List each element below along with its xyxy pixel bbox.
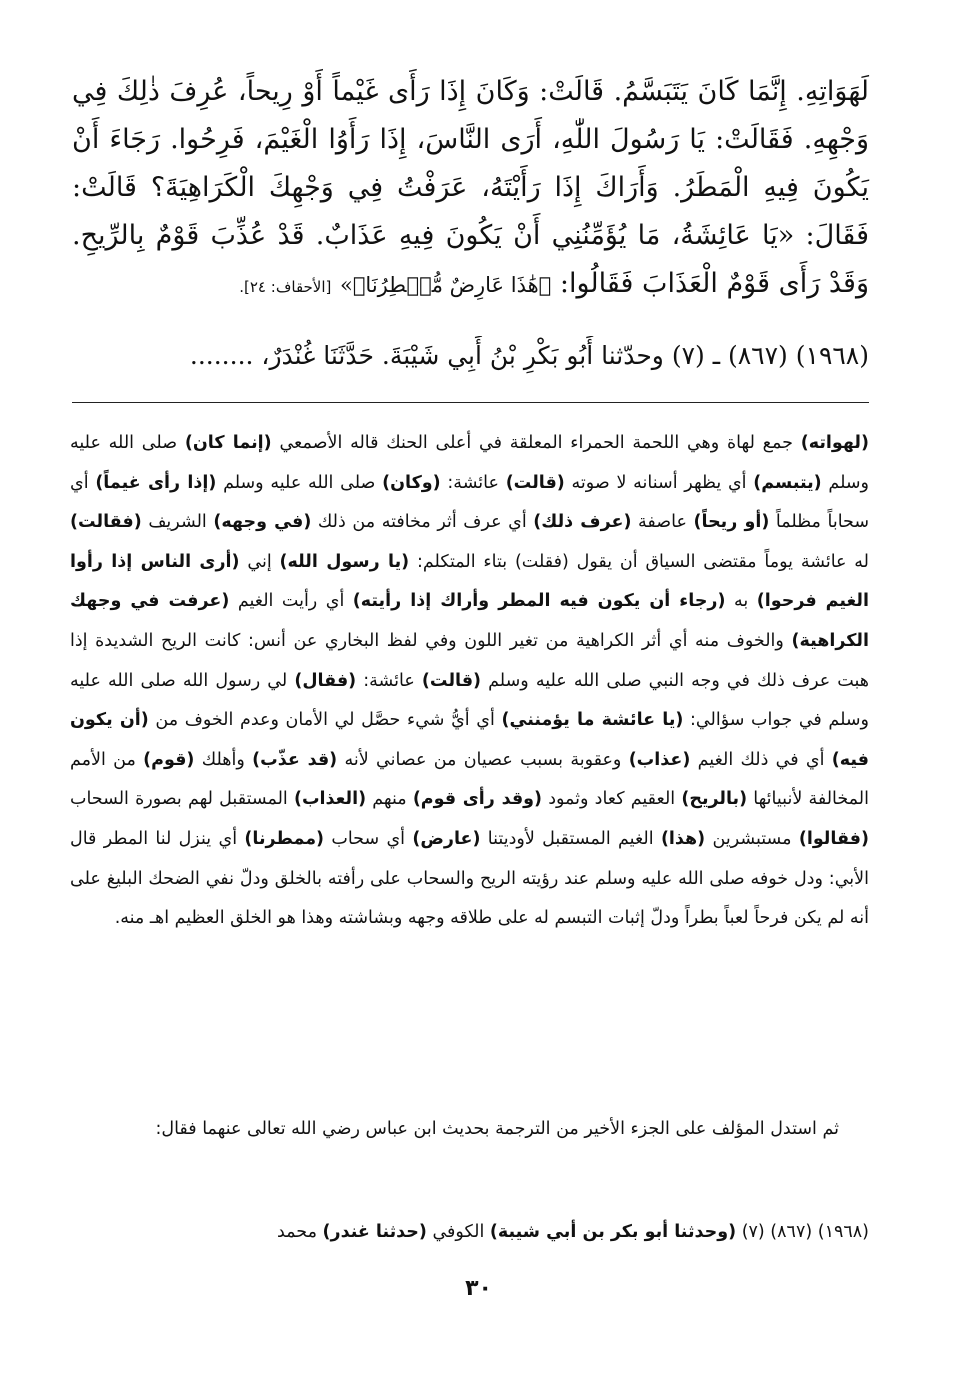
- commentary-text: والخوف منه أي أثر الكراهية من تغير اللون وفي لفظ البخاري عن أنس: كانت الريح الشديدة إذا هبت عرف ذلك في وجه النبي صلى الله عليه وسلم: [70, 630, 869, 691]
- commentary-keyword: (فقالوا): [798, 828, 870, 849]
- commentary-keyword: (هذا): [660, 828, 706, 849]
- commentary-text: عائشة:: [440, 472, 506, 493]
- hadith-body: لَهَوَاتِهِ. إِنَّمَا كَانَ يَتَبَسَّمُ. قَالَتْ: وَكَانَ إِذَا رَأَى غَيْماً أَوْ رِيحاً، عُرِفَ ذٰلِكَ فِي وَجْهِهِ. فَقَالَتْ: يَا رَسُولَ اللّٰهِ، أَرَى النَّاسَ، إِذَا رَأَوُا الْغَيْمَ، فَرِحُوا. رَجَاءَ أَنْ يَكُونَ فِيهِ الْمَطَرُ. وَأَرَاكَ إِذَا رَأَيْتَهُ، عَرَفْتُ فِي وَجْهِكَ الْكَرَاهِيَةَ؟ قَالَتْ: فَقَالَ: «يَا عَائِشَةُ، مَا يُؤَمِّنُنِي أَنْ يَكُونَ فِيهِ عَذَابٌ. قَدْ عُذِّبَ قَوْمٌ بِالرِّيحِ. وَقَدْ رَأَى قَوْمٌ الْعَذَابَ فَقَالُوا:: [72, 76, 869, 299]
- commentary-keyword: (في وجهه): [213, 512, 312, 533]
- commentary-text: الغيم المستقبل لأوديتنا: [480, 828, 661, 849]
- commentary-text: إني: [239, 551, 280, 572]
- commentary-paragraph: [70, 424, 869, 939]
- isnad-line: [70, 1214, 869, 1250]
- commentary-text: أي يظهر أسنانه لا صوته: [564, 472, 754, 493]
- commentary-text: أي في ذلك الغيم: [690, 749, 832, 770]
- commentary-keyword: (أرى الناس إذا رأوا الغيم فرحوا): [70, 551, 869, 612]
- commentary-text: العقيم كعاد وثمود: [542, 789, 682, 810]
- intro-paragraph: [70, 1110, 869, 1149]
- commentary-text: أي عرف أثر مخافته من ذلك: [311, 512, 534, 533]
- commentary-keyword: (عارض): [412, 828, 481, 849]
- quran-verse: ﴿هَٰذَا عَارِضٌ مُّمۡطِرُنَا﴾»: [339, 273, 552, 297]
- commentary-keyword: (إنما كان): [184, 433, 272, 453]
- commentary-keyword: (عذاب): [628, 749, 691, 770]
- commentary-text: لي رسول الله صلى الله عليه وسلم في جواب سؤالي:: [70, 670, 869, 731]
- commentary-text: وأهلك: [194, 749, 253, 770]
- hadith-text: [72, 68, 869, 311]
- hadith-numbers: (١٩٦٨) (٨٦٧) (٧): [736, 1222, 869, 1242]
- commentary-keyword: (قالت): [505, 472, 565, 493]
- commentary-keyword: (قالت): [421, 670, 482, 691]
- hadith-paragraph: [72, 68, 869, 311]
- verse-reference: [الأحقاف: ٢٤].: [239, 278, 332, 296]
- commentary-keyword: (ممطرنا): [244, 828, 325, 849]
- commentary-keyword: (وقد رأى قوم): [412, 789, 543, 810]
- commentary-keyword: (إذا رأى غيماً): [95, 472, 217, 493]
- commentary-keyword: (فقالت): [70, 512, 142, 533]
- commentary-keyword: (يا عائشة ما يؤمنني): [501, 710, 684, 731]
- narrator-abu-bakr: (وحدثنا أبو بكر بن أبي شيبة): [489, 1222, 737, 1242]
- commentary-keyword: (قوم): [143, 749, 195, 770]
- commentary-text: أي سحاب: [324, 828, 413, 849]
- commentary-text: أي ينزل لنا المطر قال الأبي: ودل خوفه صلى الله عليه وسلم عند رؤيته الريح والسحاب على رأفته بالخلق ودلّ نفي الضحك البليغ على أنه لم يكن فرحاً لعباً بطراً ودلّ إثبات التبسم له على طلاقه وجهه وبشاشته وهذا هو الخلق العظيم اهـ منه.: [70, 828, 869, 929]
- commentary-text: المستقبل لهم بصورة السحاب: [70, 789, 294, 810]
- commentary-text: صلى الله عليه وسلم: [216, 472, 383, 493]
- commentary-text: أي سحاباً مظلماً: [70, 472, 869, 533]
- commentary-text: له عائشة يوماً مقتضى السياق أن يقول (فقلت) بتاء المتكلم:: [409, 551, 870, 572]
- commentary-keyword: (وكان): [382, 472, 441, 493]
- commentary-text: عاصفة: [631, 512, 694, 533]
- commentary-text: به: [725, 591, 757, 612]
- commentary-text: أي أيُّ شيء حصَّل لي الأمان وعدم الخوف من: [148, 710, 502, 731]
- footnote-divider: [72, 402, 869, 403]
- commentary-keyword: (أو ريحاً): [693, 512, 770, 533]
- commentary-keyword: (أن يكون فيه): [70, 710, 870, 770]
- commentary-keyword: (عرفت في وجهك الكراهية): [70, 591, 869, 651]
- commentary-text: وعقوبة بسبب عصيان من عصاني لأنه: [337, 749, 629, 770]
- page-number: ٣٠: [465, 1276, 492, 1301]
- commentary-keyword: (لهواته): [800, 433, 869, 453]
- narrator-name-continued: محمد: [276, 1222, 323, 1242]
- narrator-nisba: الكوفي: [426, 1222, 490, 1242]
- narrator-ghundar: (حدثنا غندر): [322, 1222, 427, 1242]
- commentary-text: مستبشرين: [705, 828, 799, 849]
- commentary-text: أي رأيت الغيم: [229, 591, 353, 612]
- commentary-keyword: (عرف ذلك): [533, 512, 632, 533]
- commentary-keyword: (قد عذّب): [252, 749, 338, 770]
- commentary-text: صلى الله عليه وسلم: [70, 433, 869, 493]
- intro-text: ثم استدل المؤلف على الجزء الأخير من الترجمة بحديث ابن عباس رضي الله تعالى عنهما فقال:: [155, 1119, 839, 1139]
- next-hadith-line: (١٩٦٨) (٨٦٧) ـ (٧) وحدّثنا أَبُو بَكْرِ بْنُ أَبِي شَيْبَةَ. حَدَّثَنَا غُنْدَرٌ، ........: [189, 341, 869, 370]
- commentary-text: عائشة:: [356, 670, 422, 691]
- commentary-keyword: (بالريح): [681, 789, 748, 810]
- commentary-footnote: [70, 424, 869, 939]
- commentary-text: الشريف: [141, 512, 214, 533]
- commentary-keyword: (العذاب): [293, 789, 367, 810]
- commentary-text: منهم: [366, 789, 413, 810]
- commentary-keyword: (يا رسول الله): [279, 551, 410, 572]
- commentary-keyword: (رجاء أن يكون فيه المطر وأراك إذا رأيته): [352, 591, 726, 612]
- commentary-keyword: (يتبسم): [753, 472, 822, 493]
- commentary-text: جمع لهاة وهي اللحمة الحمراء المعلقة في أعلى الحنك قاله الأصمعي: [271, 433, 801, 453]
- commentary-keyword: (فقال): [294, 670, 357, 691]
- commentary-text: من الأمم المخالفة لأنبيائها: [70, 749, 869, 810]
